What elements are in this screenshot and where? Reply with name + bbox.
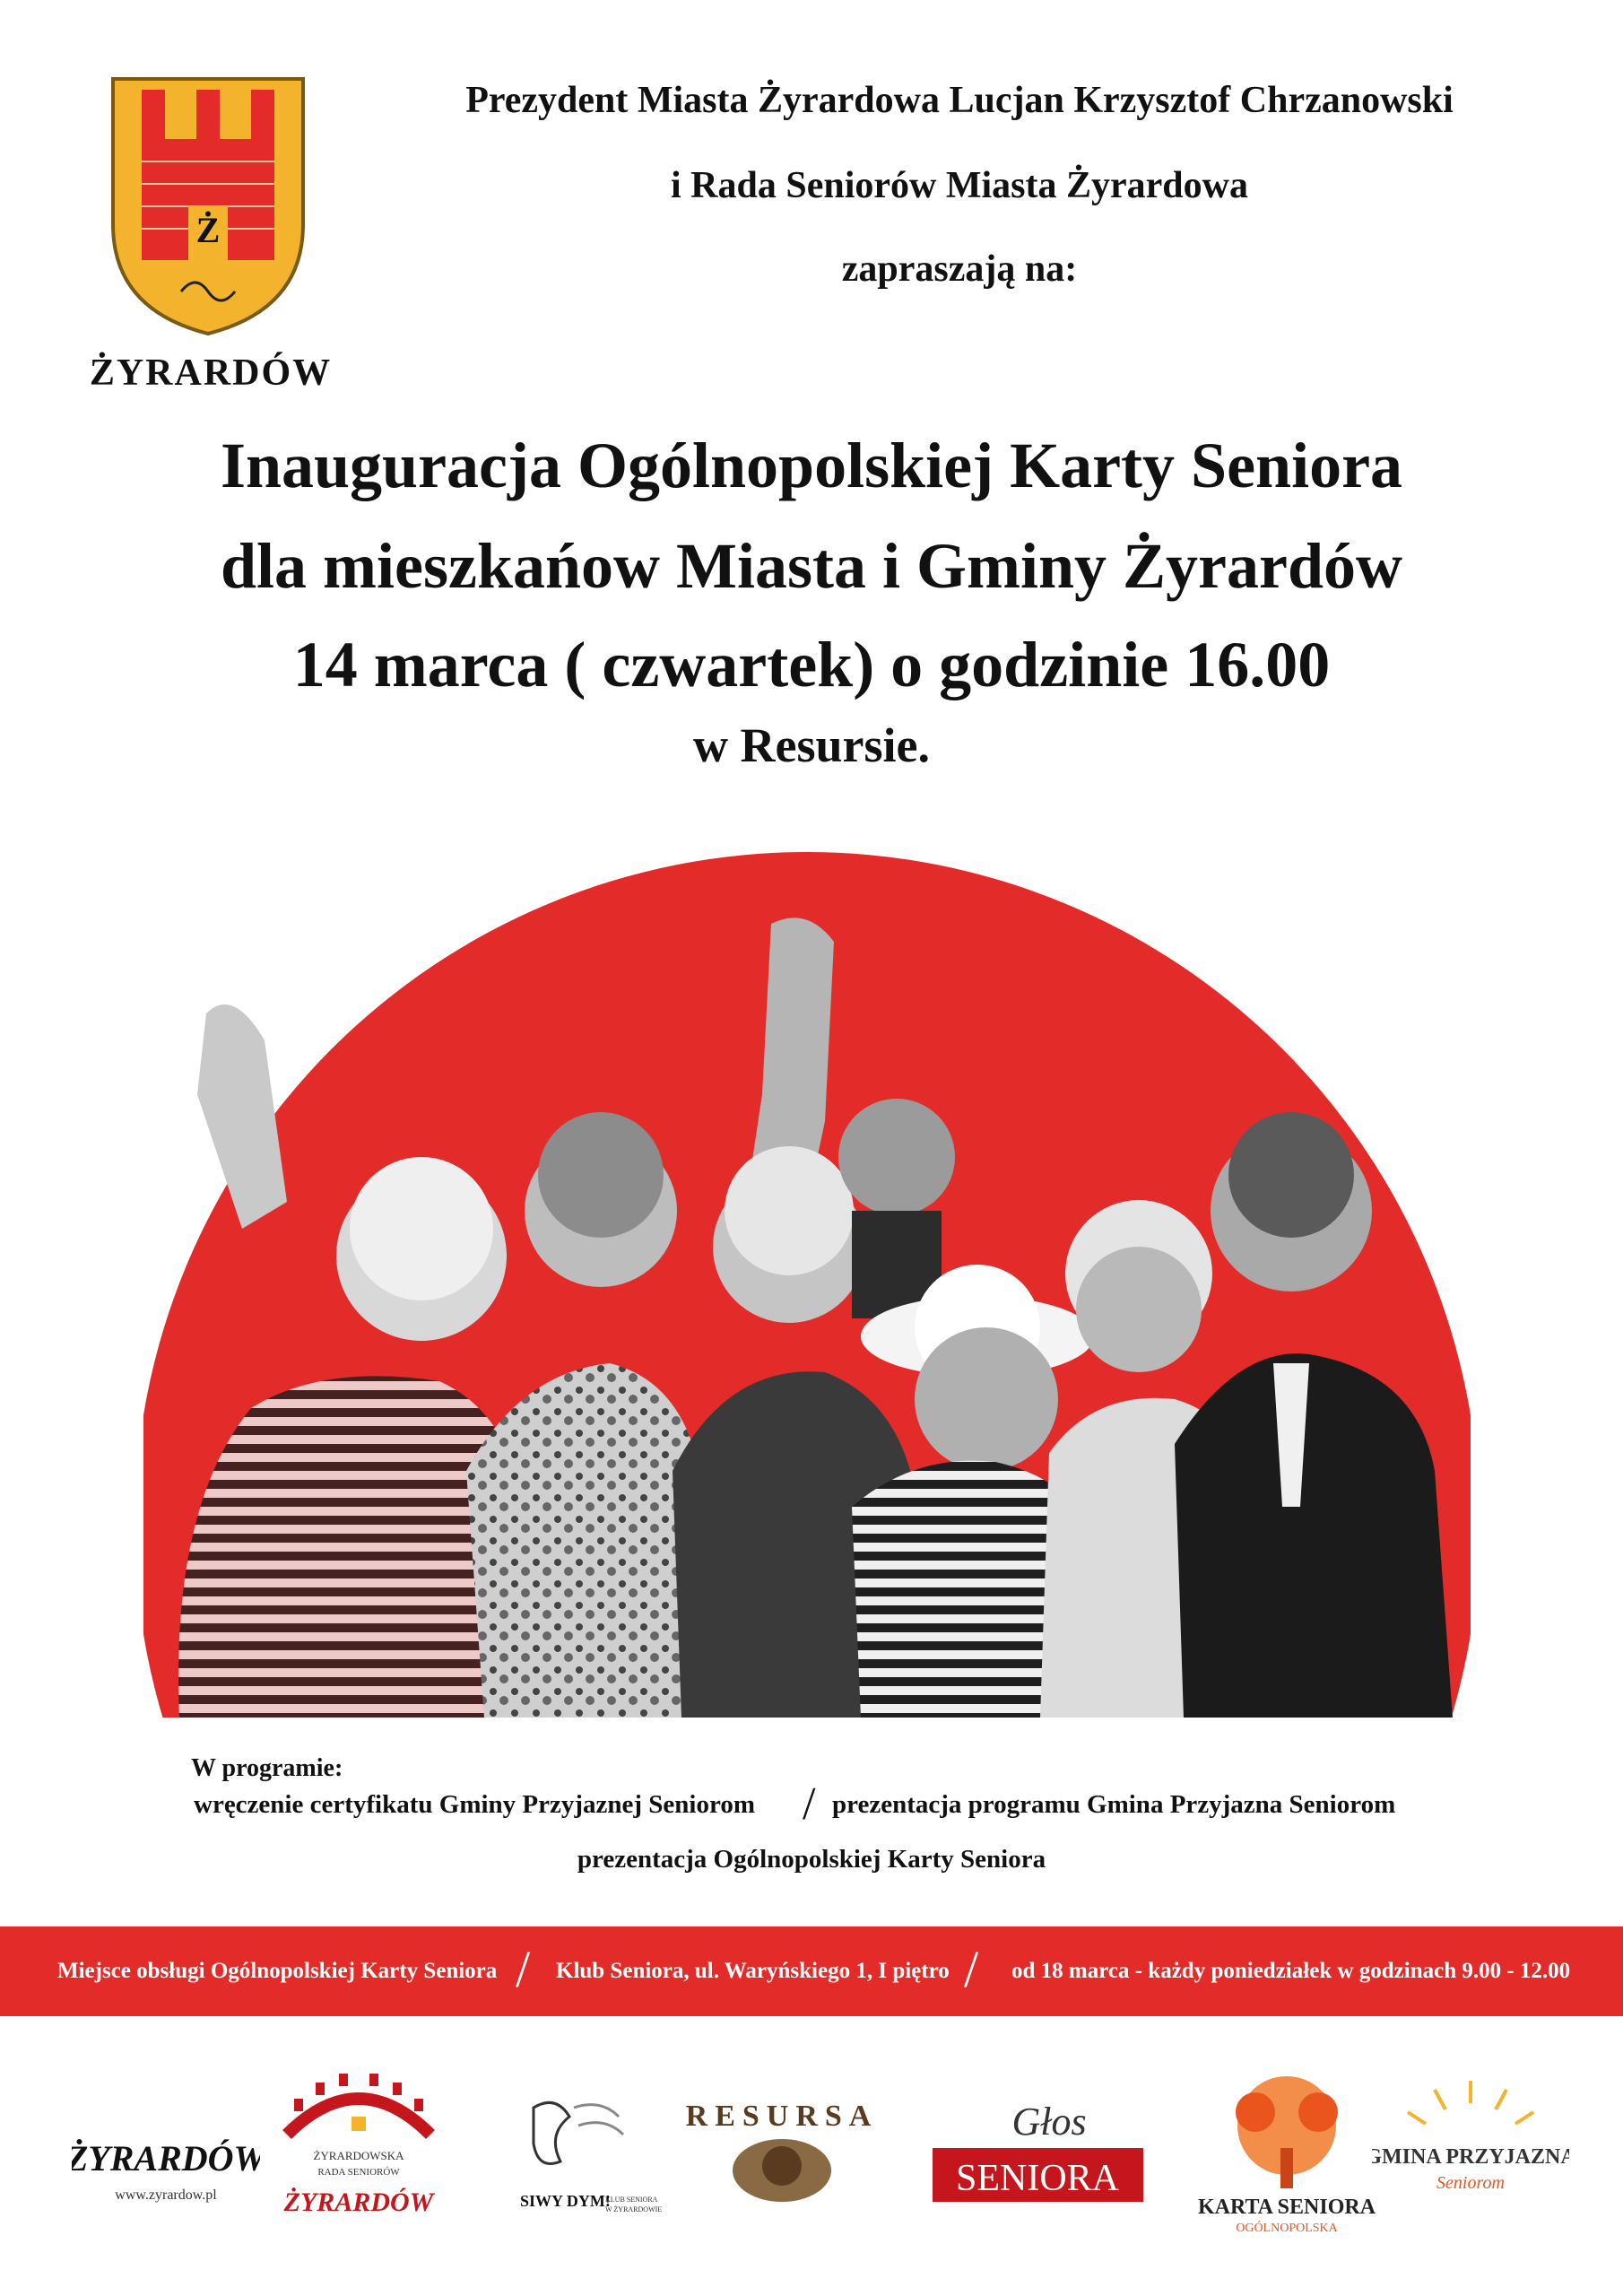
program-item-2: prezentacja programu Gmina Przyjazna Seniorom [832, 1790, 1396, 1819]
svg-text:ŻYRARDÓW: ŻYRARDÓW [283, 2187, 434, 2217]
hero-group-photo [143, 825, 1471, 1722]
event-date-line: 14 marca ( czwartek) o godzinie 16.00 [292, 629, 1331, 700]
svg-text:SIWY DYM!: SIWY DYM! [520, 2192, 611, 2210]
crest-shield-icon [106, 72, 310, 341]
info-band-hours: od 18 marca - każdy poniedziałek w godzinach 9.00 - 12.00 [1011, 1959, 1571, 1983]
hosts-line-1: Prezydent Miasta Żyrardowa Lucjan Krzysztof Chrzanowski [465, 80, 1454, 121]
svg-text:GMINA PRZYJAZNA: GMINA PRZYJAZNA [1372, 2145, 1569, 2169]
tree-icon [1236, 2076, 1338, 2188]
info-band [0, 1926, 1623, 2016]
resursa-logo [668, 2063, 897, 2242]
program-separator: / [803, 1779, 816, 1830]
hosts-line-3: zapraszają na: [841, 248, 1078, 290]
svg-text:RADA SENIORÓW: RADA SENIORÓW [317, 2167, 400, 2178]
rada-seniorow-logo [269, 2063, 448, 2242]
siwy-dym-logo [484, 2063, 664, 2242]
svg-text:ŻYRARDÓW: ŻYRARDÓW [72, 2138, 260, 2179]
svg-text:SENIORA: SENIORA [955, 2158, 1120, 2199]
svg-text:KLUB SENIORA: KLUB SENIORA [605, 2196, 658, 2204]
program-heading: W programie: [191, 1754, 343, 1782]
program-item-3: prezentacja Ogólnopolskiej Karty Seniora [577, 1845, 1046, 1874]
city-name: ŻYRARDÓW [89, 352, 333, 394]
svg-text:Głos: Głos [1011, 2100, 1087, 2144]
svg-text:W ŻYRARDOWIE: W ŻYRARDOWIE [605, 2205, 663, 2213]
svg-text:Seniorom: Seniorom [1436, 2173, 1505, 2193]
svg-text:ŻYRARDOWSKA: ŻYRARDOWSKA [313, 2149, 404, 2162]
city-crest [106, 72, 310, 341]
sun-rays-icon [1408, 2081, 1533, 2124]
svg-text:Ż: Ż [195, 210, 221, 250]
glos-seniora-logo [924, 2063, 1152, 2242]
info-band-address: Klub Seniora, ul. Waryńskiego 1, I piętro [556, 1959, 950, 1983]
event-venue-line: w Resursie. [693, 718, 930, 772]
karta-seniora-logo [1184, 2063, 1390, 2242]
info-band-separator: / [964, 1940, 979, 1998]
event-title-line-2: dla mieszkańow Miasta i Gminy Żyrardów [220, 530, 1402, 602]
gmina-przyjazna-logo [1372, 2063, 1569, 2242]
svg-text:RESURSA: RESURSA [685, 2100, 879, 2133]
zyrardow-logo [72, 2063, 260, 2242]
svg-text:OGÓLNOPOLSKA: OGÓLNOPOLSKA [1236, 2222, 1338, 2235]
hosts-line-2: i Rada Seniorów Miasta Żyrardowa [671, 165, 1248, 206]
info-band-place: Miejsce obsługi Ogólnopolskiej Karty Seniora [57, 1959, 498, 1983]
svg-text:KARTA SENIORA: KARTA SENIORA [1197, 2196, 1376, 2219]
svg-text:www.zyrardow.pl: www.zyrardow.pl [115, 2187, 217, 2203]
event-title-line-1: Inauguracja Ogólnopolskiej Karty Seniora [220, 430, 1403, 501]
info-band-separator: / [516, 1940, 531, 1998]
program-item-1: wręczenie certyfikatu Gminy Przyjaznej Seniorom [194, 1790, 755, 1819]
